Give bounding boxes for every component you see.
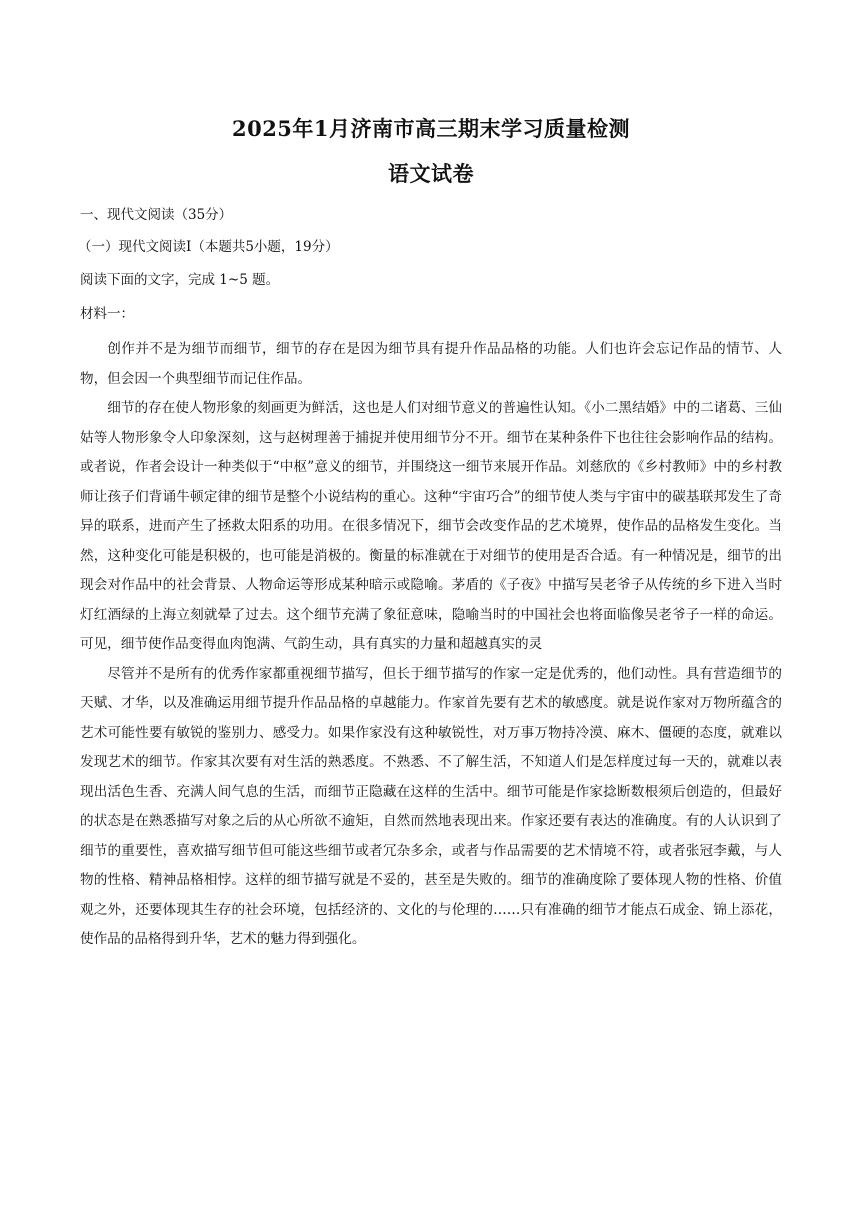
material-body [80,335,782,955]
material-label: 材料一： [80,306,134,322]
paragraph: 细节的存在使人物形象的刻画更为鲜活，这也是人们对细节意义的普遍性认知。《小二黑结婚》中的二诸葛、三仙姑等人物形象令人印象深刻，这与赵树理善于捕捉并使用细节分不开。细节在某种条件下也往往会影响作品的结构。或者说，作者会设计一种类似于“中枢”意义的细节，并围绕这一细节来展开作品。刘慈欣的《乡村教师》中的乡村教师让孩子们背诵牛顿定律的细节是整个小说结构的重心。这种“宇宙巧合”的细节使人类与宇宙中的碳基联邦发生了奇异的联系，进而产生了拯救太阳系的功用。在很多情况下，细节会改变作品的艺术境界，使作品的品格发生变化。当然，这种变化可能是积极的，也可能是消极的。衡量的标准就在于对细节的使用是否合适。有一种情况是，细节的出现会对作品中的社会背景、人物命运等形成某种暗示或隐喻。茅盾的《子夜》中描写吴老爷子从传统的乡下进入当时灯红酒绿的上海立刻就晕了过去。这个细节充满了象征意味，隐喻当时的中国社会也将面临像吴老爷子一样的命运。可见，细节使作品变得血肉饱满、气韵生动，具有真实的力量和超越真实的灵 [80,400,782,652]
section-heading: 一、现代文阅读（35分） [80,207,233,223]
exam-title: 2025年1月济南市高三期末学习质量检测 [231,116,631,141]
reading-instruction: 阅读下面的文字，完成 1~5 题。 [80,272,280,288]
exam-subtitle: 语文试卷 [388,161,474,186]
paragraph: 创作并不是为细节而细节，细节的存在是因为细节具有提升作品品格的功能。人们也许会忘记作品的情节、人物，但会因一个典型细节而记住作品。 [80,341,782,387]
paragraph: 尽管并不是所有的优秀作家都重视细节描写，但长于细节描写的作家一定是优秀的，他们动性。具有营造细节的天赋、才华，以及准确运用细节提升作品品格的卓越能力。作家首先要有艺术的敏感度。就是说作家对万物所蕴含的艺术可能性要有敏锐的鉴别力、感受力。如果作家没有这种敏锐性，对万事万物持冷漠、麻木、僵硬的态度，就难以发现艺术的细节。作家其次要有对生活的熟悉度。不熟悉、不了解生活，不知道人们是怎样度过每一天的，就难以表现出活色生香、充满人间气息的生活，而细节正隐藏在这样的生活中。细节可能是作家捻断数根须后创造的，但最好的状态是在熟悉描写对象之后的从心所欲不逾矩，自然而然地表现出来。作家还要有表达的准确度。有的人认识到了细节的重要性，喜欢描写细节但可能这些细节或者冗杂多余，或者与作品需要的艺术情境不符，或者张冠李戴，与人物的性格、精神品格相悖。这样的细节描写就是不妥的，甚至是失败的。细节的准确度除了要体现人物的性格、价值观之外，还要体现其生存的社会环境，包括经济的、文化的与伦理的……只有准确的细节才能点石成金、锦上添花，使作品的品格得到升华，艺术的魅力得到强化。 [80,665,782,947]
subsection-heading: （一）现代文阅读Ⅰ（本题共5小题，19分） [78,239,339,255]
